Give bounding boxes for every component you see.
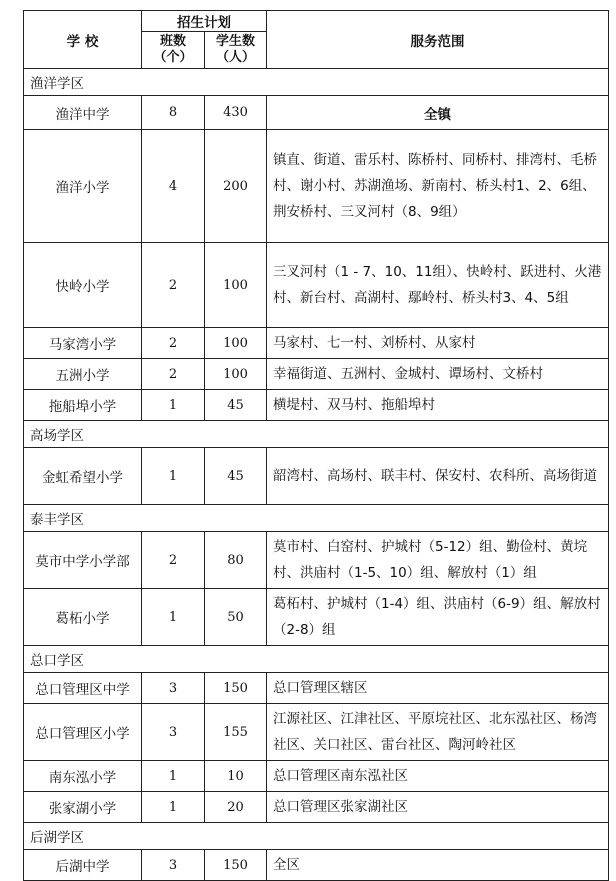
students-cell: 100: [205, 328, 267, 359]
section-row: [24, 505, 609, 532]
table-row: [24, 359, 609, 390]
school-cell: 莫市中学小学部: [24, 532, 142, 589]
header-students-label: 学生数: [215, 34, 255, 49]
scope-cell: 全镇: [267, 96, 609, 130]
students-cell: 150: [205, 850, 267, 881]
section-title: 后湖学区: [24, 823, 609, 850]
school-cell: 南东泓小学: [24, 761, 142, 792]
section-row: [24, 421, 609, 448]
scope-cell: 幸福街道、五洲村、金城村、谭场村、文桥村: [267, 359, 609, 390]
classes-cell: 3: [142, 673, 205, 704]
students-cell: 200: [205, 130, 267, 243]
classes-cell: 2: [142, 359, 205, 390]
table-row: [24, 390, 609, 421]
table-row: [24, 850, 609, 881]
students-cell: 155: [205, 704, 267, 761]
classes-cell: 1: [142, 761, 205, 792]
classes-cell: 1: [142, 589, 205, 646]
header-plan: 招生计划: [142, 11, 267, 32]
school-cell: 拖船埠小学: [24, 390, 142, 421]
scope-cell: 总口管理区南东泓社区: [267, 761, 609, 792]
enrollment-table: [23, 10, 609, 881]
table-row: [24, 328, 609, 359]
table-row: [24, 761, 609, 792]
scope-cell: 韶湾村、高场村、联丰村、保安村、农科所、高场街道: [267, 448, 609, 505]
table-row: [24, 243, 609, 328]
scope-cell: 莫市村、白窑村、护城村（5-12）组、勤俭村、黄垸村、洪庙村（1-5、10）组、解放村（1）组: [267, 532, 609, 589]
school-cell: 葛柘小学: [24, 589, 142, 646]
students-cell: 45: [205, 448, 267, 505]
section-title: 总口学区: [24, 646, 609, 673]
school-cell: 总口管理区中学: [24, 673, 142, 704]
scope-cell: 总口管理区张家湖社区: [267, 792, 609, 823]
school-cell: 快岭小学: [24, 243, 142, 328]
students-cell: 50: [205, 589, 267, 646]
header-classes-label: 班数: [159, 34, 186, 49]
school-cell: 渔洋小学: [24, 130, 142, 243]
classes-cell: 1: [142, 390, 205, 421]
header-classes-unit: （个）: [153, 50, 193, 65]
classes-cell: 2: [142, 243, 205, 328]
students-cell: 100: [205, 359, 267, 390]
table-row: [24, 792, 609, 823]
scope-cell: 葛柘村、护城村（1-4）组、洪庙村（6-9）组、解放村（2-8）组: [267, 589, 609, 646]
school-cell: 马家湾小学: [24, 328, 142, 359]
classes-cell: 2: [142, 532, 205, 589]
students-cell: 20: [205, 792, 267, 823]
students-cell: 45: [205, 390, 267, 421]
school-cell: 张家湖小学: [24, 792, 142, 823]
classes-cell: 3: [142, 850, 205, 881]
classes-cell: 8: [142, 96, 205, 130]
table-row: [24, 704, 609, 761]
students-cell: 430: [205, 96, 267, 130]
header-school: 学 校: [24, 11, 142, 69]
header-scope: 服务范围: [267, 11, 609, 69]
students-cell: 150: [205, 673, 267, 704]
table-header: [24, 11, 609, 69]
table-row: [24, 673, 609, 704]
students-cell: 80: [205, 532, 267, 589]
section-title: 渔洋学区: [24, 69, 609, 96]
classes-cell: 1: [142, 792, 205, 823]
table-row: [24, 130, 609, 243]
header-classes: [142, 32, 205, 69]
header-students: [205, 32, 267, 69]
scope-cell: 总口管理区辖区: [267, 673, 609, 704]
table-row: [24, 448, 609, 505]
school-cell: 渔洋中学: [24, 96, 142, 130]
section-title: 泰丰学区: [24, 505, 609, 532]
table-row: [24, 532, 609, 589]
classes-cell: 2: [142, 328, 205, 359]
scope-cell: 三叉河村（1 - 7、10、11组）、快岭村、跃进村、火港村、新台村、高湖村、鄢岭村、桥头村3、4、5组: [267, 243, 609, 328]
scope-cell: 马家村、七一村、刘桥村、从家村: [267, 328, 609, 359]
section-row: [24, 69, 609, 96]
school-cell: 总口管理区小学: [24, 704, 142, 761]
school-cell: 金虹希望小学: [24, 448, 142, 505]
students-cell: 10: [205, 761, 267, 792]
school-cell: 五洲小学: [24, 359, 142, 390]
scope-cell: 全区: [267, 850, 609, 881]
classes-cell: 4: [142, 130, 205, 243]
students-cell: 100: [205, 243, 267, 328]
section-row: [24, 823, 609, 850]
section-row: [24, 646, 609, 673]
scope-cell: 江源社区、江津社区、平原垸社区、北东泓社区、杨湾社区、关口社区、雷台社区、陶河岭社区: [267, 704, 609, 761]
section-title: 高场学区: [24, 421, 609, 448]
scope-cell: 镇直、街道、雷乐村、陈桥村、同桥村、排湾村、毛桥村、谢小村、苏湖渔场、新南村、桥头村1、2、6组、荆安桥村、三叉河村（8、9组）: [267, 130, 609, 243]
header-students-unit: （人）: [215, 50, 255, 65]
school-cell: 后湖中学: [24, 850, 142, 881]
classes-cell: 1: [142, 448, 205, 505]
classes-cell: 3: [142, 704, 205, 761]
table-row: [24, 96, 609, 130]
table-row: [24, 589, 609, 646]
scope-cell: 横堤村、双马村、拖船埠村: [267, 390, 609, 421]
